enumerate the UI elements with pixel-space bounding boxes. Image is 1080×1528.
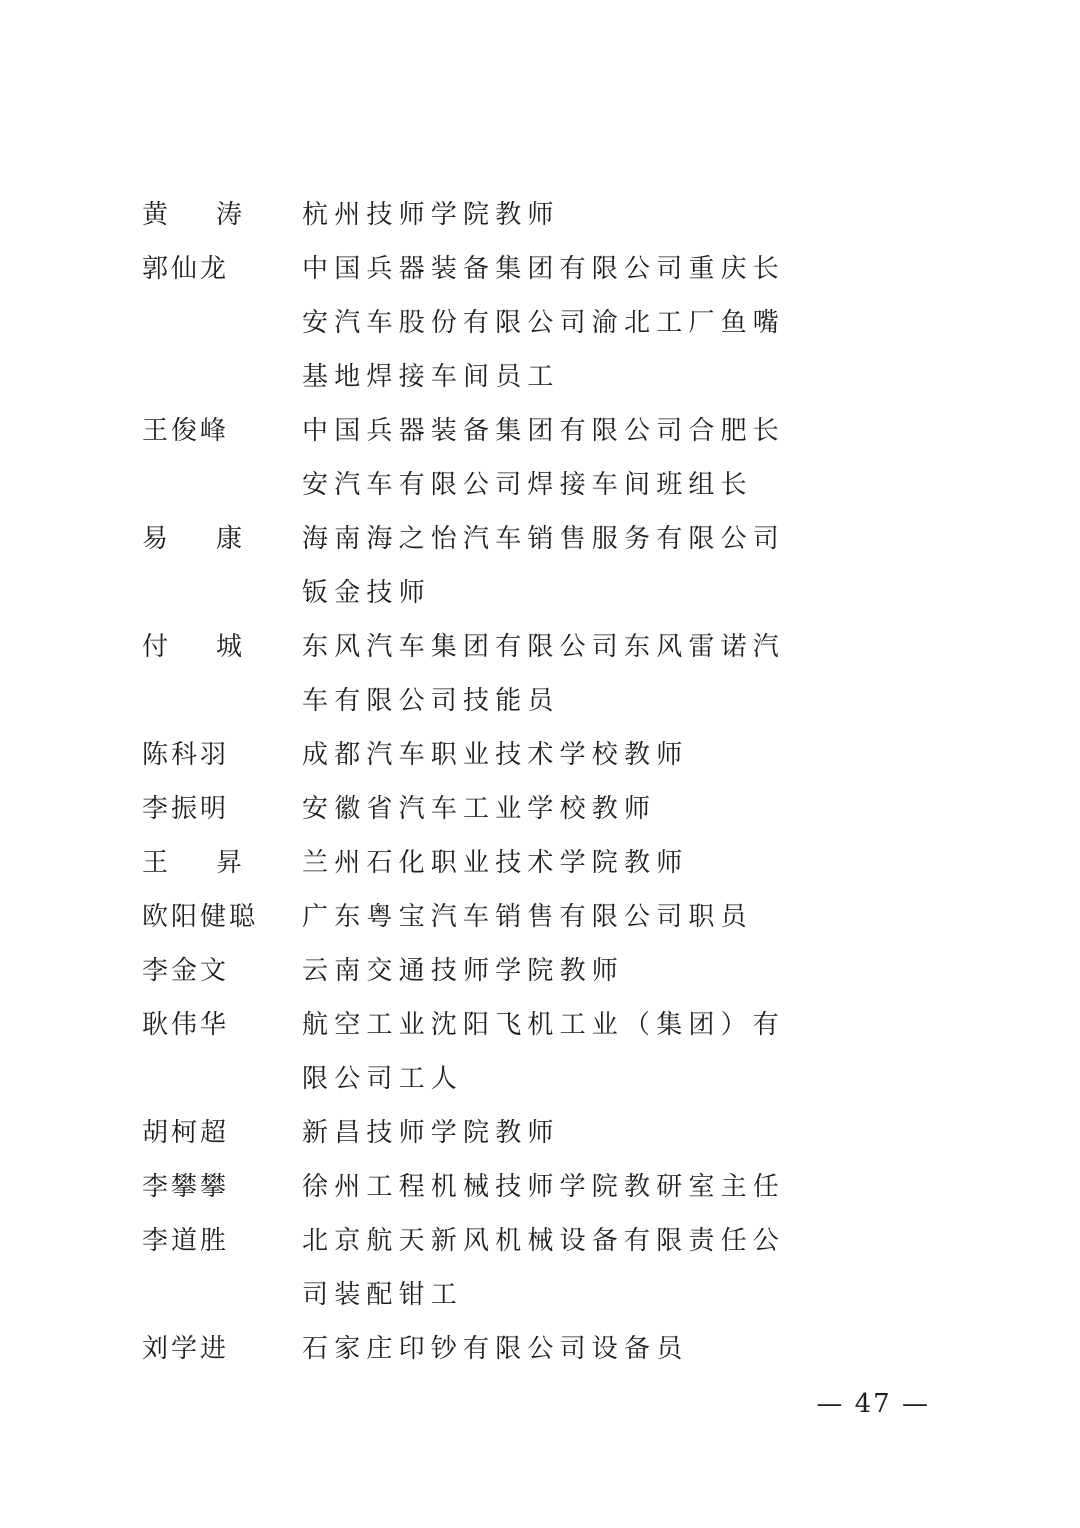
- person-name: 陈科羽: [142, 740, 230, 770]
- person-name: 郭仙龙: [142, 254, 230, 284]
- organization: 安徽省汽车工业学校教师: [302, 794, 657, 824]
- person-name: 王俊峰: [142, 416, 230, 446]
- list-item: [0, 620, 1080, 728]
- organization: 航空工业沈阳飞机工业（集团）有限公司工人: [302, 1010, 786, 1094]
- organization: 东风汽车集团有限公司东风雷诺汽车有限公司技能员: [302, 632, 786, 716]
- list-item: [0, 1106, 1080, 1160]
- list-item: [0, 512, 1080, 620]
- organization: 中国兵器装备集团有限公司合肥长安汽车有限公司焊接车间班组长: [302, 416, 786, 500]
- list-item: [0, 782, 1080, 836]
- organization: 云南交通技师学院教师: [302, 956, 625, 986]
- person-name: 李攀攀: [142, 1172, 230, 1202]
- organization: 广东粤宝汽车销售有限公司职员: [302, 902, 753, 932]
- organization: 新昌技师学院教师: [302, 1118, 560, 1148]
- person-name: 胡柯超: [142, 1118, 230, 1148]
- list-item: [0, 1160, 1080, 1214]
- list-item: [0, 188, 1080, 242]
- organization: 海南海之怡汽车销售服务有限公司钣金技师: [302, 524, 786, 608]
- list-item: [0, 242, 1080, 404]
- person-name: 黄 涛: [142, 200, 246, 230]
- person-name: 王 昇: [142, 848, 246, 878]
- list-item: [0, 404, 1080, 512]
- person-name: 耿伟华: [142, 1010, 230, 1040]
- list-item: [0, 1214, 1080, 1322]
- organization: 徐州工程机械技师学院教研室主任: [302, 1172, 786, 1202]
- list-item: [0, 944, 1080, 998]
- list-item: [0, 890, 1080, 944]
- list-item: [0, 728, 1080, 782]
- page-number: — 47 —: [816, 1389, 930, 1419]
- person-name: 欧阳健聪: [142, 902, 259, 932]
- person-name: 易 康: [142, 524, 246, 554]
- organization: 石家庄印钞有限公司设备员: [302, 1334, 689, 1364]
- person-name: 刘学进: [142, 1334, 230, 1364]
- organization: 北京航天新风机械设备有限责任公司装配钳工: [302, 1226, 786, 1310]
- awardee-list: [0, 188, 1080, 1376]
- list-item: [0, 1322, 1080, 1376]
- organization: 杭州技师学院教师: [302, 200, 560, 230]
- list-item: [0, 998, 1080, 1106]
- organization: 兰州石化职业技术学院教师: [302, 848, 689, 878]
- list-item: [0, 836, 1080, 890]
- person-name: 李道胜: [142, 1226, 230, 1256]
- person-name: 李振明: [142, 794, 230, 824]
- person-name: 付 城: [142, 632, 246, 662]
- organization: 中国兵器装备集团有限公司重庆长安汽车股份有限公司渝北工厂鱼嘴基地焊接车间员工: [302, 254, 786, 392]
- organization: 成都汽车职业技术学校教师: [302, 740, 689, 770]
- person-name: 李金文: [142, 956, 230, 986]
